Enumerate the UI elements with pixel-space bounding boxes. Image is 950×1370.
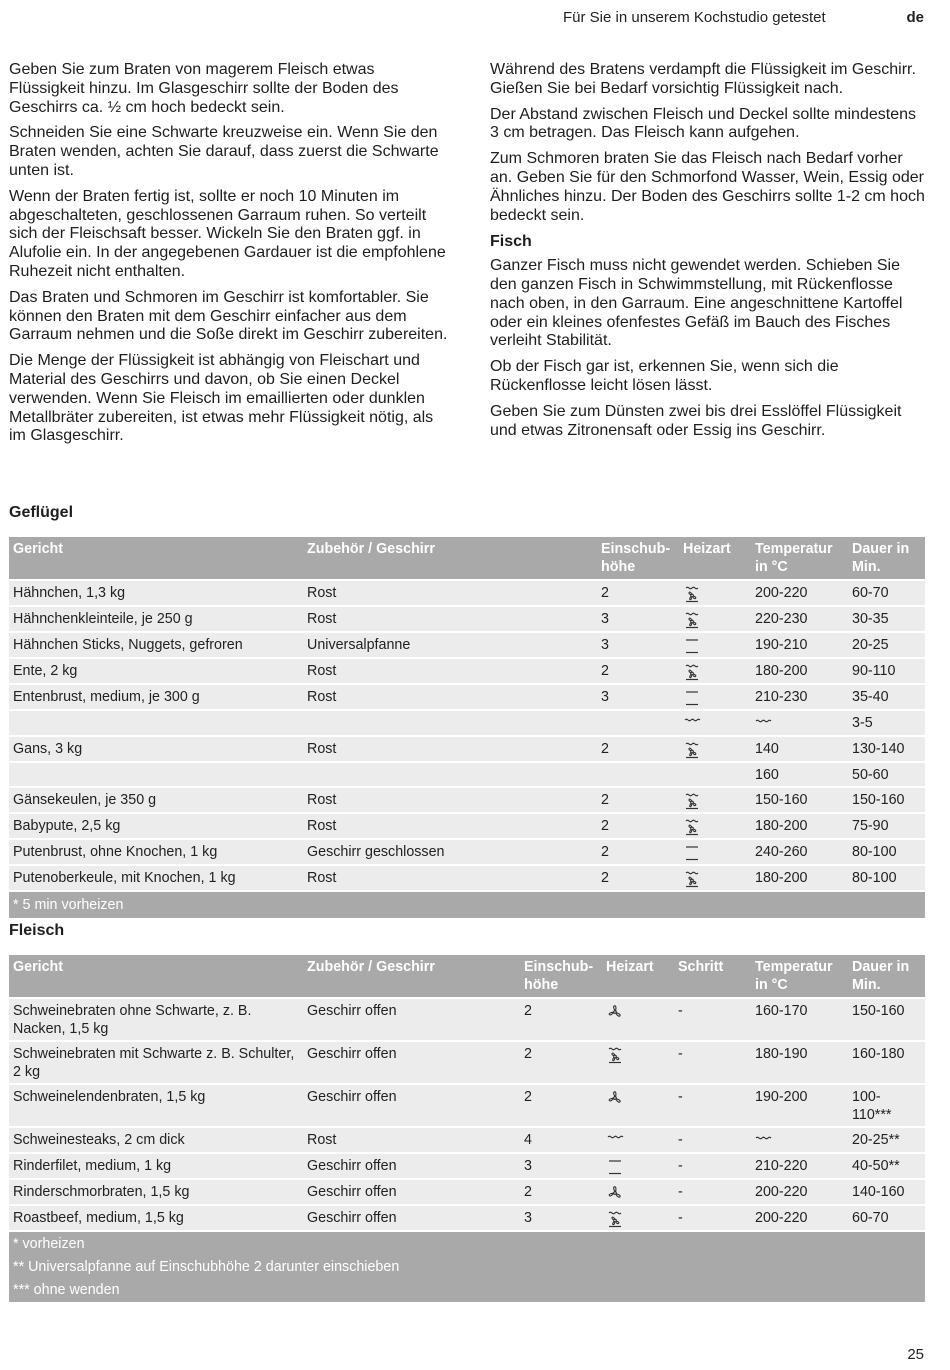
table-cell: Hähnchen Sticks, Nuggets, gefroren — [9, 632, 303, 658]
column-header: Heizart — [602, 955, 674, 998]
table-cell: 2 — [520, 1041, 602, 1084]
page-number: 25 — [907, 1346, 924, 1363]
table-cell: 50-60 — [848, 762, 925, 787]
gefluegel-table — [9, 537, 925, 918]
table-cell: 30-35 — [848, 606, 925, 632]
column-header: Gericht — [9, 955, 303, 998]
paragraph: Der Abstand zwischen Fleisch und Deckel sollte mindestens 3 cm betragen. Das Fleisch kann aufgehen. — [490, 105, 916, 142]
table-cell: Geschirr offen — [303, 1179, 520, 1205]
hot-air-icon — [606, 1089, 624, 1107]
column-header: Schritt — [674, 955, 751, 998]
footnote-row — [9, 1279, 925, 1302]
top-bottom-heat-icon — [606, 1158, 624, 1176]
table-cell: 180-190 — [751, 1041, 848, 1084]
table-cell: Rost — [303, 787, 597, 813]
table-cell: Rost — [303, 865, 597, 891]
heating-mode-cell — [679, 865, 751, 891]
table-cell: 160-180 — [848, 1041, 925, 1084]
hot-air-icon — [606, 1184, 624, 1202]
table-cell: 200-220 — [751, 1179, 848, 1205]
page-header — [560, 8, 924, 28]
table-row — [9, 1179, 925, 1205]
paragraph: Zum Schmoren braten Sie das Fleisch nach Bedarf vorher an. Geben Sie für den Schmorfond Wasser, Wein, Essig oder Ähnliches hinzu. Der Boden des Geschirrs sollte 1-2 cm hoch bedeckt sein. — [490, 150, 925, 224]
table-cell: 2 — [597, 736, 679, 762]
table-cell: 190-210 — [751, 632, 848, 658]
column-header: Dauer in Min. — [848, 537, 925, 580]
grill-level-icon — [755, 1132, 773, 1150]
table-cell: Universalpfanne — [303, 632, 597, 658]
heating-mode-cell — [602, 1041, 674, 1084]
table-cell — [9, 762, 303, 787]
table-cell: 3 — [520, 1205, 602, 1231]
table-cell: - — [674, 1127, 751, 1153]
table-cell: Rost — [303, 1127, 520, 1153]
table-cell: 2 — [597, 580, 679, 606]
heating-mode-cell — [679, 606, 751, 632]
table-row — [9, 736, 925, 762]
paragraph: Schneiden Sie eine Schwarte kreuzweise ein. Wenn Sie den Braten wenden, achten Sie darauf, dass zuerst die Schwarte unten ist. — [9, 124, 439, 179]
table-cell: Ente, 2 kg — [9, 658, 303, 684]
footnote-row — [9, 891, 925, 918]
table-cell: 240-260 — [751, 839, 848, 865]
column-header: Temperatur in °C — [751, 537, 848, 580]
table-cell: 150-160 — [751, 787, 848, 813]
table-cell: 60-70 — [848, 580, 925, 606]
table-cell: Schweinelendenbraten, 1,5 kg — [9, 1084, 303, 1127]
table-cell: 20-25** — [848, 1127, 925, 1153]
table-header-row — [9, 955, 925, 998]
table-cell: Rost — [303, 736, 597, 762]
heating-mode-cell — [679, 813, 751, 839]
table-row — [9, 632, 925, 658]
paragraph: Während des Bratens verdampft die Flüssigkeit im Geschirr. Gießen Sie bei Bedarf vorsichtig Flüssigkeit nach. — [490, 61, 916, 97]
table-cell: Gänsekeulen, je 350 g — [9, 787, 303, 813]
table-cell: 3 — [597, 606, 679, 632]
heating-mode-cell — [679, 632, 751, 658]
table-cell: 3-5 — [848, 710, 925, 736]
table-cell: 180-200 — [751, 813, 848, 839]
table-row — [9, 1153, 925, 1179]
grill-icon — [683, 715, 701, 733]
table-cell: Rost — [303, 580, 597, 606]
table-cell: 210-220 — [751, 1153, 848, 1179]
table-cell: Schweinebraten mit Schwarte z. B. Schulter, 2 kg — [9, 1041, 303, 1084]
table-cell: 80-100 — [848, 839, 925, 865]
grill-level-cell — [751, 710, 848, 736]
table-cell: 150-160 — [848, 998, 925, 1041]
table-cell: 160-170 — [751, 998, 848, 1041]
table-cell: Geschirr geschlossen — [303, 839, 597, 865]
table-cell: 75-90 — [848, 813, 925, 839]
language-tag: de — [906, 9, 924, 26]
table-cell: Rost — [303, 658, 597, 684]
grill-fan-icon — [683, 792, 701, 810]
table-header-row — [9, 537, 925, 580]
table-cell: 2 — [597, 865, 679, 891]
column-header: Dauer in Min. — [848, 955, 925, 998]
footnote: *** ohne wenden — [9, 1279, 925, 1302]
table-cell: - — [674, 1153, 751, 1179]
table-row — [9, 658, 925, 684]
table-cell: Geschirr offen — [303, 1041, 520, 1084]
table-cell: 35-40 — [848, 684, 925, 710]
table-cell — [597, 710, 679, 736]
footnote: * 5 min vorheizen — [9, 891, 925, 918]
heating-mode-cell — [602, 1205, 674, 1231]
table-cell: Roastbeef, medium, 1,5 kg — [9, 1205, 303, 1231]
table-cell — [679, 762, 751, 787]
table-row — [9, 684, 925, 710]
running-title: Für Sie in unserem Kochstudio getestet — [563, 9, 826, 26]
table-row — [9, 1041, 925, 1084]
table-cell: Putenbrust, ohne Knochen, 1 kg — [9, 839, 303, 865]
table-cell: Hähnchen, 1,3 kg — [9, 580, 303, 606]
table-cell: 2 — [520, 1179, 602, 1205]
table-row — [9, 787, 925, 813]
table-cell — [9, 710, 303, 736]
column-header: Heizart — [679, 537, 751, 580]
grill-level-cell — [751, 1127, 848, 1153]
table-cell: 180-200 — [751, 865, 848, 891]
table-cell: 60-70 — [848, 1205, 925, 1231]
right-text-column — [490, 61, 926, 447]
table-cell: - — [674, 1179, 751, 1205]
heating-mode-cell — [679, 710, 751, 736]
grill-fan-icon — [683, 818, 701, 836]
column-header: Zubehör / Geschirr — [303, 955, 520, 998]
footnote: * vorheizen — [9, 1231, 925, 1256]
table-cell: 3 — [597, 684, 679, 710]
table-cell: Hähnchenkleinteile, je 250 g — [9, 606, 303, 632]
table-cell: Rinderfilet, medium, 1 kg — [9, 1153, 303, 1179]
table-row — [9, 762, 925, 787]
table-cell — [303, 710, 597, 736]
table-cell: 2 — [597, 813, 679, 839]
heating-mode-cell — [679, 787, 751, 813]
table-cell: 210-230 — [751, 684, 848, 710]
footnote-row — [9, 1256, 925, 1279]
table-cell: Rinderschmorbraten, 1,5 kg — [9, 1179, 303, 1205]
table-cell: Rost — [303, 813, 597, 839]
heating-mode-cell — [602, 1153, 674, 1179]
heating-mode-cell — [602, 998, 674, 1041]
table-cell: 140-160 — [848, 1179, 925, 1205]
paragraph: Das Braten und Schmoren im Geschirr ist komfortabler. Sie können den Braten mit dem Geschirr einfacher aus dem Garraum nehmen und die Soße direkt im Geschirr zubereiten. — [9, 288, 448, 344]
table-cell: 80-100 — [848, 865, 925, 891]
table-row — [9, 998, 925, 1041]
heating-mode-cell — [679, 736, 751, 762]
grill-fan-icon — [606, 1046, 624, 1064]
table-cell: 100- 110*** — [848, 1084, 925, 1127]
table-cell: Babypute, 2,5 kg — [9, 813, 303, 839]
column-header: Temperatur in °C — [751, 955, 848, 998]
grill-level-icon — [755, 715, 773, 733]
table-row — [9, 1084, 925, 1127]
grill-fan-icon — [683, 611, 701, 629]
heating-mode-cell — [679, 684, 751, 710]
footnote-row — [9, 1231, 925, 1256]
table-cell: Gans, 3 kg — [9, 736, 303, 762]
gefluegel-title: Geflügel — [9, 504, 74, 521]
table-row — [9, 839, 925, 865]
table-cell — [303, 762, 597, 787]
table-row — [9, 710, 925, 736]
paragraph: Geben Sie zum Braten von magerem Fleisch etwas Flüssigkeit hinzu. Im Glasgeschirr sollte der Boden des Geschirrs ca. ½ cm hoch bedeckt sein. — [9, 61, 399, 116]
grill-fan-icon — [683, 663, 701, 681]
table-row — [9, 1127, 925, 1153]
table-cell: - — [674, 1084, 751, 1127]
table-cell: Geschirr offen — [303, 998, 520, 1041]
paragraph: Ob der Fisch gar ist, erkennen Sie, wenn sich die Rückenflosse leicht lösen lässt. — [490, 358, 839, 394]
table-cell: Schweinesteaks, 2 cm dick — [9, 1127, 303, 1153]
table-cell: 2 — [520, 998, 602, 1041]
table-cell: Rost — [303, 606, 597, 632]
grill-fan-icon — [683, 585, 701, 603]
table-cell: 3 — [597, 632, 679, 658]
table-cell: Putenoberkeule, mit Knochen, 1 kg — [9, 865, 303, 891]
heating-mode-cell — [679, 580, 751, 606]
heating-mode-cell — [602, 1127, 674, 1153]
fleisch-table — [9, 955, 925, 1302]
table-cell: 2 — [597, 839, 679, 865]
table-cell: Entenbrust, medium, je 300 g — [9, 684, 303, 710]
heating-mode-cell — [602, 1084, 674, 1127]
fleisch-title: Fleisch — [9, 922, 65, 939]
column-header: Einschub- höhe — [597, 537, 679, 580]
table-cell: 3 — [520, 1153, 602, 1179]
table-row — [9, 606, 925, 632]
table-cell: 160 — [751, 762, 848, 787]
table-cell: 2 — [597, 658, 679, 684]
table-cell: 220-230 — [751, 606, 848, 632]
grill-fan-icon — [606, 1210, 624, 1228]
table-cell: - — [674, 998, 751, 1041]
table-cell: - — [674, 1041, 751, 1084]
table-cell: 200-220 — [751, 1205, 848, 1231]
table-cell: 150-160 — [848, 787, 925, 813]
grill-fan-icon — [683, 741, 701, 759]
table-cell: 200-220 — [751, 580, 848, 606]
table-cell: Rost — [303, 684, 597, 710]
heating-mode-cell — [679, 839, 751, 865]
paragraph: Geben Sie zum Dünsten zwei bis drei Esslöffel Flüssigkeit und etwas Zitronensaft oder Essig ins Geschirr. — [490, 402, 902, 439]
table-cell: Schweinebraten ohne Schwarte, z. B. Nacken, 1,5 kg — [9, 998, 303, 1041]
footnote: ** Universalpfanne auf Einschubhöhe 2 darunter einschieben — [9, 1256, 925, 1279]
column-header: Zubehör / Geschirr — [303, 537, 597, 580]
grill-fan-icon — [683, 870, 701, 888]
paragraph: Ganzer Fisch muss nicht gewendet werden. Schieben Sie den ganzen Fisch in Schwimmstellung, mit Rückenflosse nach oben, in den Garraum. Eine angeschnittene Kartoffel oder ein kleines ofenfestes Gefäß im Bauch des Fisches verleiht Stabilität. — [490, 257, 903, 350]
table-cell: 2 — [597, 787, 679, 813]
table-cell: 20-25 — [848, 632, 925, 658]
paragraph: Wenn der Braten fertig ist, sollte er noch 10 Minuten im abgeschalteten, geschlossenen Garraum ruhen. So verteilt sich der Fleischsaft besser. Wickeln Sie den Braten ggf. in Alufolie ein. In der angegebenen Gardauer ist die empfohlene Ruhezeit nicht enthalten. — [9, 187, 446, 280]
table-cell: Geschirr offen — [303, 1153, 520, 1179]
table-cell: Geschirr offen — [303, 1205, 520, 1231]
heating-mode-cell — [602, 1179, 674, 1205]
paragraph: Die Menge der Flüssigkeit ist abhängig von Fleischart und Material des Geschirrs und davon, ob Sie einen Deckel verwenden. Wenn Sie Fleisch im emaillierten oder dunklen Metallbräter zubereiten, ist etwas mehr Flüssigkeit nötig, als im Glasgeschirr. — [9, 352, 434, 445]
table-cell: 180-200 — [751, 658, 848, 684]
heating-mode-cell — [679, 658, 751, 684]
table-row — [9, 1205, 925, 1231]
table-cell: 4 — [520, 1127, 602, 1153]
table-cell — [597, 762, 679, 787]
column-header: Gericht — [9, 537, 303, 580]
table-cell: Geschirr offen — [303, 1084, 520, 1127]
top-bottom-heat-icon — [683, 844, 701, 862]
table-cell: 140 — [751, 736, 848, 762]
grill-icon — [606, 1132, 624, 1150]
table-row — [9, 813, 925, 839]
top-bottom-heat-icon — [683, 689, 701, 707]
table-cell: - — [674, 1205, 751, 1231]
table-cell: 130-140 — [848, 736, 925, 762]
table-row — [9, 580, 925, 606]
top-bottom-heat-icon — [683, 637, 701, 655]
table-cell: 40-50** — [848, 1153, 925, 1179]
left-text-column — [9, 61, 449, 453]
table-row — [9, 865, 925, 891]
table-cell: 2 — [520, 1084, 602, 1127]
column-header: Einschub- höhe — [520, 955, 602, 998]
table-cell: 190-200 — [751, 1084, 848, 1127]
table-cell: 90-110 — [848, 658, 925, 684]
hot-air-icon — [606, 1003, 624, 1021]
fisch-heading: Fisch — [490, 233, 532, 251]
